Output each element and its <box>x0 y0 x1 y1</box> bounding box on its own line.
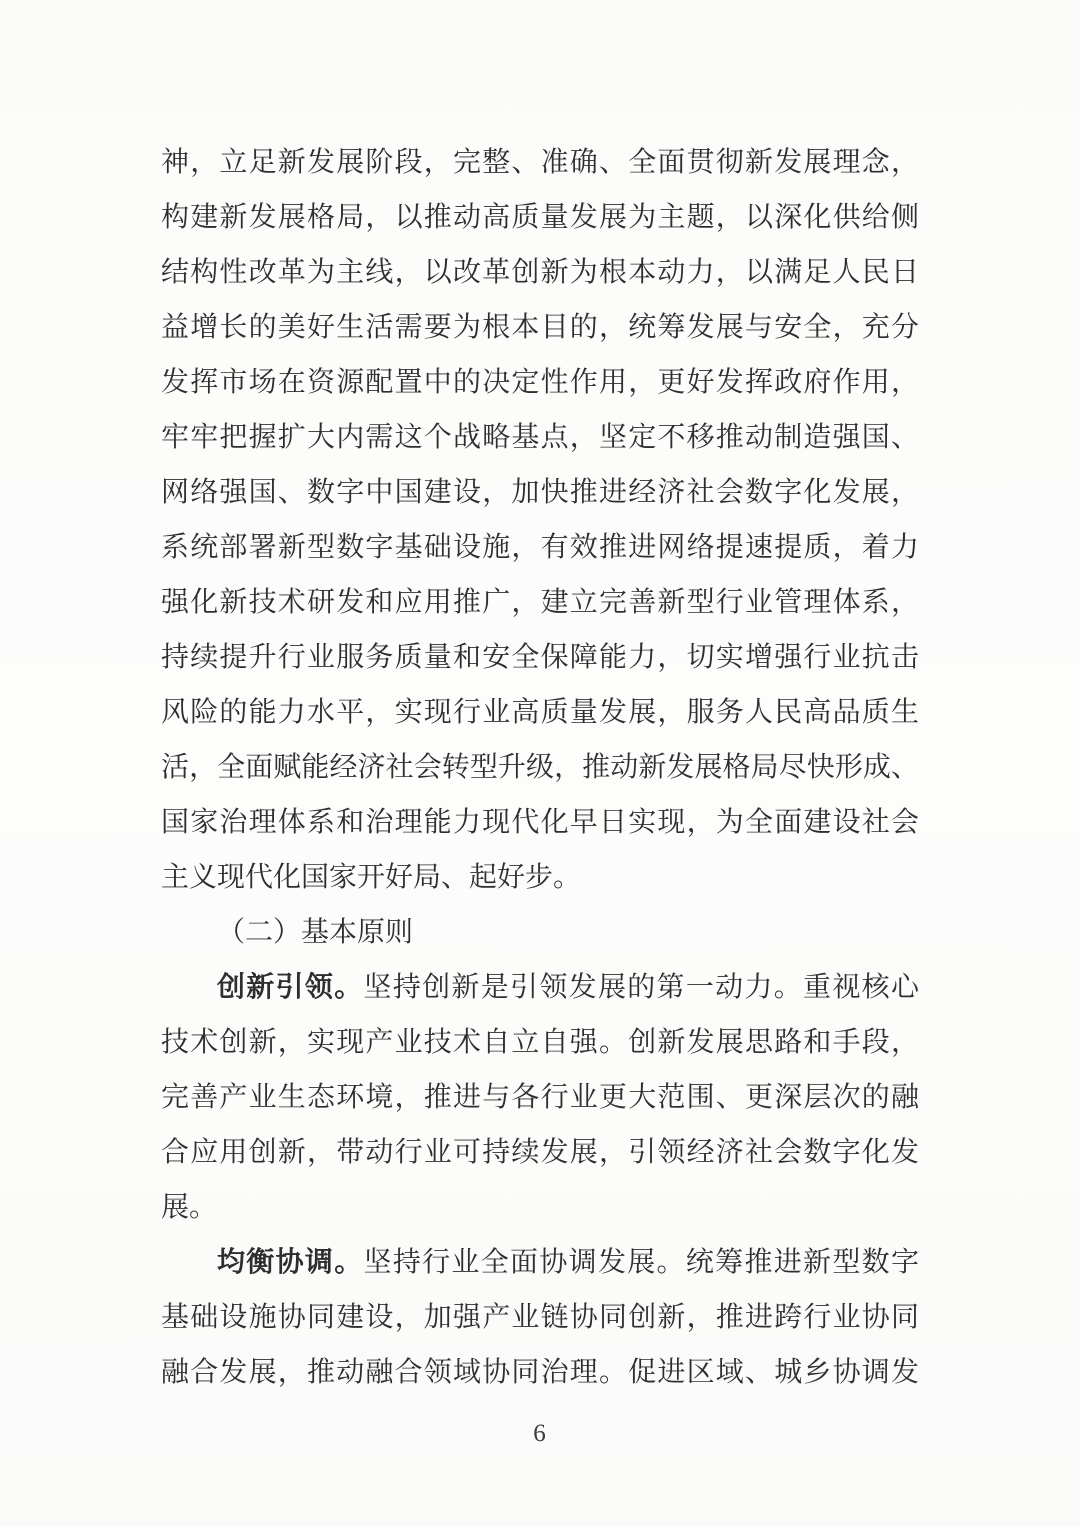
text-line <box>161 1290 919 1345</box>
line-text: 构建新发展格局，以推动高质量发展为主题，以深化供给侧 <box>161 202 919 233</box>
line-text: 持续提升行业服务质量和安全保障能力，切实增强行业抗击 <box>161 642 919 673</box>
line-text: 网络强国、数字中国建设，加快推进经济社会数字化发展， <box>161 477 919 508</box>
text-line <box>161 630 919 685</box>
text-line <box>161 245 919 300</box>
line-text: 益增长的美好生活需要为根本目的，统筹发展与安全，充分 <box>161 312 919 343</box>
line-text: 发挥市场在资源配置中的决定性作用，更好发挥政府作用， <box>161 367 919 398</box>
line-text: 强化新技术研发和应用推广，建立完善新型行业管理体系， <box>161 587 919 618</box>
text-line <box>161 520 919 575</box>
text-line <box>161 1070 919 1125</box>
document-body-text <box>161 135 919 1400</box>
line-text: 系统部署新型数字基础设施，有效推进网络提速提质，着力 <box>161 532 919 563</box>
line-text: 牢牢把握扩大内需这个战略基点，坚定不移推动制造强国、 <box>161 422 919 453</box>
line-text: （二）基本原则 <box>217 917 414 948</box>
text-line <box>161 795 919 850</box>
page-number: 6 <box>533 1420 547 1447</box>
line-text: 融合发展，推动融合领域协同治理。促进区域、城乡协调发 <box>161 1357 919 1388</box>
text-line <box>161 355 919 410</box>
line-text: 坚持创新是引领发展的第一动力。重视核心 <box>363 972 919 1003</box>
line-text: 展。 <box>161 1192 218 1223</box>
line-text: 基础设施协同建设，加强产业链协同创新，推进跨行业协同 <box>161 1302 919 1333</box>
line-text: 风险的能力水平，实现行业高质量发展，服务人民高品质生 <box>161 697 919 728</box>
text-line <box>161 190 919 245</box>
text-line <box>161 1235 919 1290</box>
line-text: 主义现代化国家开好局、起好步。 <box>161 862 582 893</box>
line-text: 神，立足新发展阶段，完整、准确、全面贯彻新发展理念， <box>161 147 919 178</box>
text-line <box>161 960 919 1015</box>
text-line <box>161 740 919 795</box>
text-line <box>161 135 919 190</box>
bold-run-heading: 创新引领。 <box>217 972 364 1003</box>
text-line <box>161 1345 919 1400</box>
line-text: 技术创新，实现产业技术自立自强。创新发展思路和手段， <box>161 1027 919 1058</box>
line-text: 坚持行业全面协调发展。统筹推进新型数字 <box>363 1247 919 1278</box>
text-line <box>161 1180 919 1235</box>
text-line <box>161 685 919 740</box>
text-line <box>161 905 919 960</box>
text-line <box>161 465 919 520</box>
text-line <box>161 410 919 465</box>
line-text: 合应用创新，带动行业可持续发展，引领经济社会数字化发 <box>161 1137 919 1168</box>
text-line <box>161 1125 919 1180</box>
line-text: 完善产业生态环境，推进与各行业更大范围、更深层次的融 <box>161 1082 919 1113</box>
text-line <box>161 850 919 905</box>
text-line <box>161 575 919 630</box>
line-text: 结构性改革为主线，以改革创新为根本动力，以满足人民日 <box>161 257 919 288</box>
line-text: 活，全面赋能经济社会转型升级，推动新发展格局尽快形成、 <box>161 752 919 783</box>
text-line <box>161 300 919 355</box>
text-line <box>161 1015 919 1070</box>
bold-run-heading: 均衡协调。 <box>217 1247 364 1278</box>
line-text: 国家治理体系和治理能力现代化早日实现，为全面建设社会 <box>161 807 919 838</box>
